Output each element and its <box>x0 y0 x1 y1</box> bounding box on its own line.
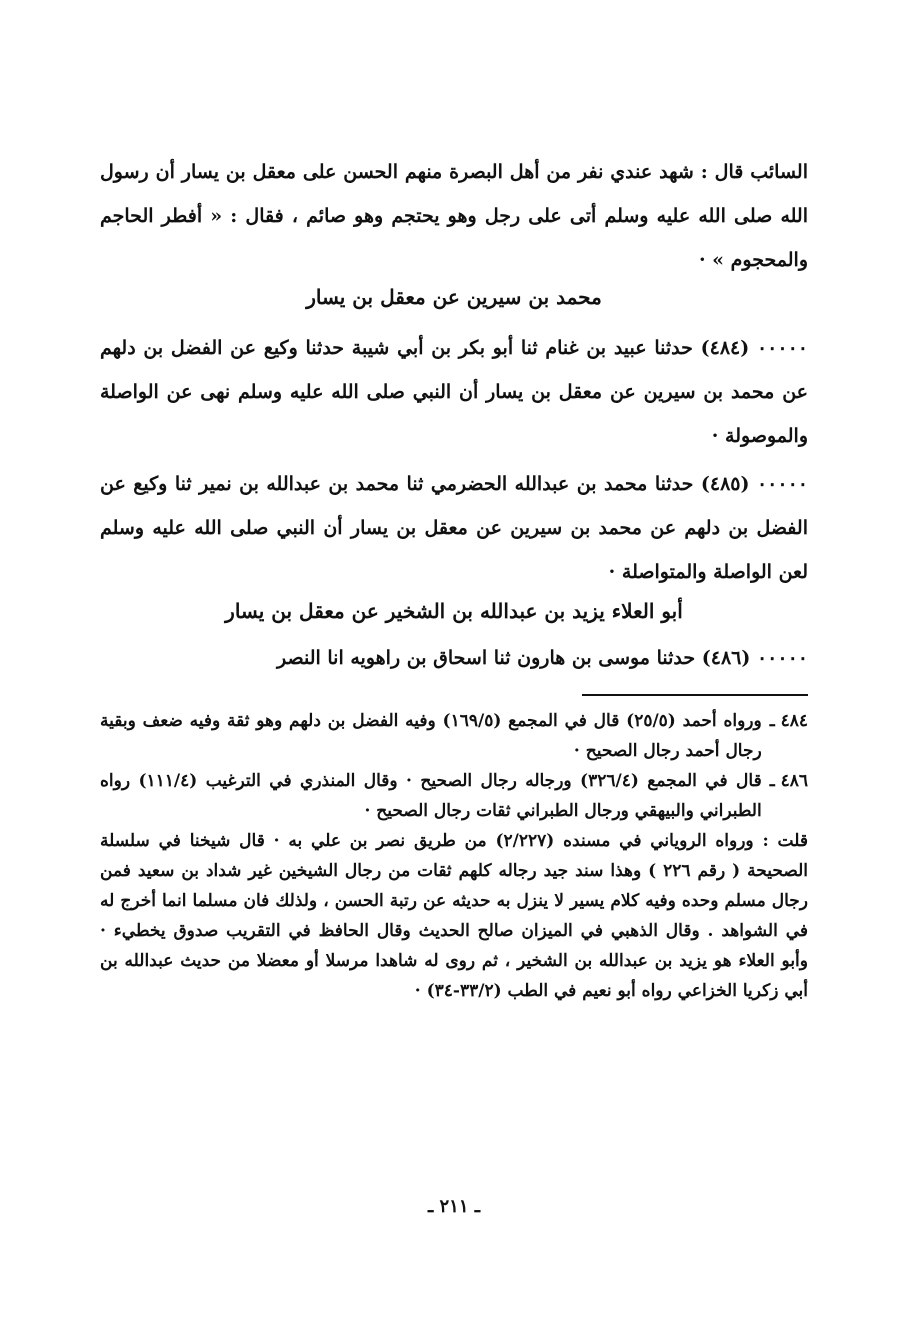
hadith-484-paragraph: ٠٠٠٠٠ (٤٨٤) حدثنا عبيد بن غنام ثنا أبو بكر بن أبي شيبة حدثنا وكيع عن الفضل بن دلهم عن محمد بن سيرين عن معقل بن يسار أن النبي صلى الله عليه وسلم نهى عن الواصلة والموصولة · <box>100 337 808 447</box>
footnote-484-number: ٤٨٤ ـ <box>769 711 808 731</box>
footnotes-section <box>100 706 808 1006</box>
footnote-divider <box>582 694 808 696</box>
footnote-484-text: ورواه أحمد (٢٥/٥) قال في المجمع (١٦٩/٥) وفيه الفضل بن دلهم وهو ثقة وفيه ضعف وبقية رجال أحمد رجال الصحيح · <box>100 711 762 761</box>
footnote-486-continuation: قلت : ورواه الروياني في مسنده (٢/٢٢٧) من طريق نصر بن علي به · قال شيخنا في سلسلة الصحيحة ( رقم ٢٢٦ ) وهذا سند جيد رجاله كلهم ثقات من رجال الشيخين غير شداد بن سعيد فمن رجال مسلم وحده وفيه كلام يسير لا ينزل به حديثه عن رتبة الحسن ، ولذلك فان مسلما انما أخرج له في الشواهد . وقال الذهبي في الميزان صالح الحديث وقال الحافظ في التقريب صدوق يخطيء · وأبو العلاء هو يزيد بن عبدالله بن الشخير ، ثم روى له شاهدا مرسلا أو معضلا من حديث عبدالله بن أبي زكريا الخزاعي رواه أبو نعيم في الطب (٣٣/٢-٣٤) · <box>100 831 808 1001</box>
footnote-486 <box>100 766 808 826</box>
hadith-486-paragraph: ٠٠٠٠٠ (٤٨٦) حدثنا موسى بن هارون ثنا اسحاق بن راهويه انا النصر <box>277 647 808 669</box>
footnote-486-number: ٤٨٦ ـ <box>769 771 808 791</box>
page-number: ـ ٢١١ ـ <box>427 1196 481 1217</box>
footnote-484 <box>100 706 808 766</box>
section-heading-abu-al-ala: أبو العلاء يزيد بن عبدالله بن الشخير عن معقل بن يسار <box>225 599 683 623</box>
hadith-485-paragraph: ٠٠٠٠٠ (٤٨٥) حدثنا محمد بن عبدالله الحضرمي ثنا محمد بن عبدالله بن نمير ثنا وكيع عن الفضل بن دلهم عن محمد بن سيرين عن معقل بن يسار أن النبي صلى الله عليه وسلم لعن الواصلة والمتواصلة · <box>100 473 808 583</box>
footnote-486-text: قال في المجمع (٣٢٦/٤) ورجاله رجال الصحيح · وقال المنذري في الترغيب (١١١/٤) رواه الطبراني والبيهقي ورجال الطبراني ثقات رجال الصحيح · <box>100 771 762 821</box>
body-paragraph-1: السائب قال : شهد عندي نفر من أهل البصرة منهم الحسن على معقل بن يسار أن رسول الله صلى الله عليه وسلم أتى على رجل وهو يحتجم وهو صائم ، فقال : « أفطر الحاجم والمحجوم » · <box>100 161 808 271</box>
section-heading-ibn-sirin: محمد بن سيرين عن معقل بن يسار <box>306 285 602 309</box>
